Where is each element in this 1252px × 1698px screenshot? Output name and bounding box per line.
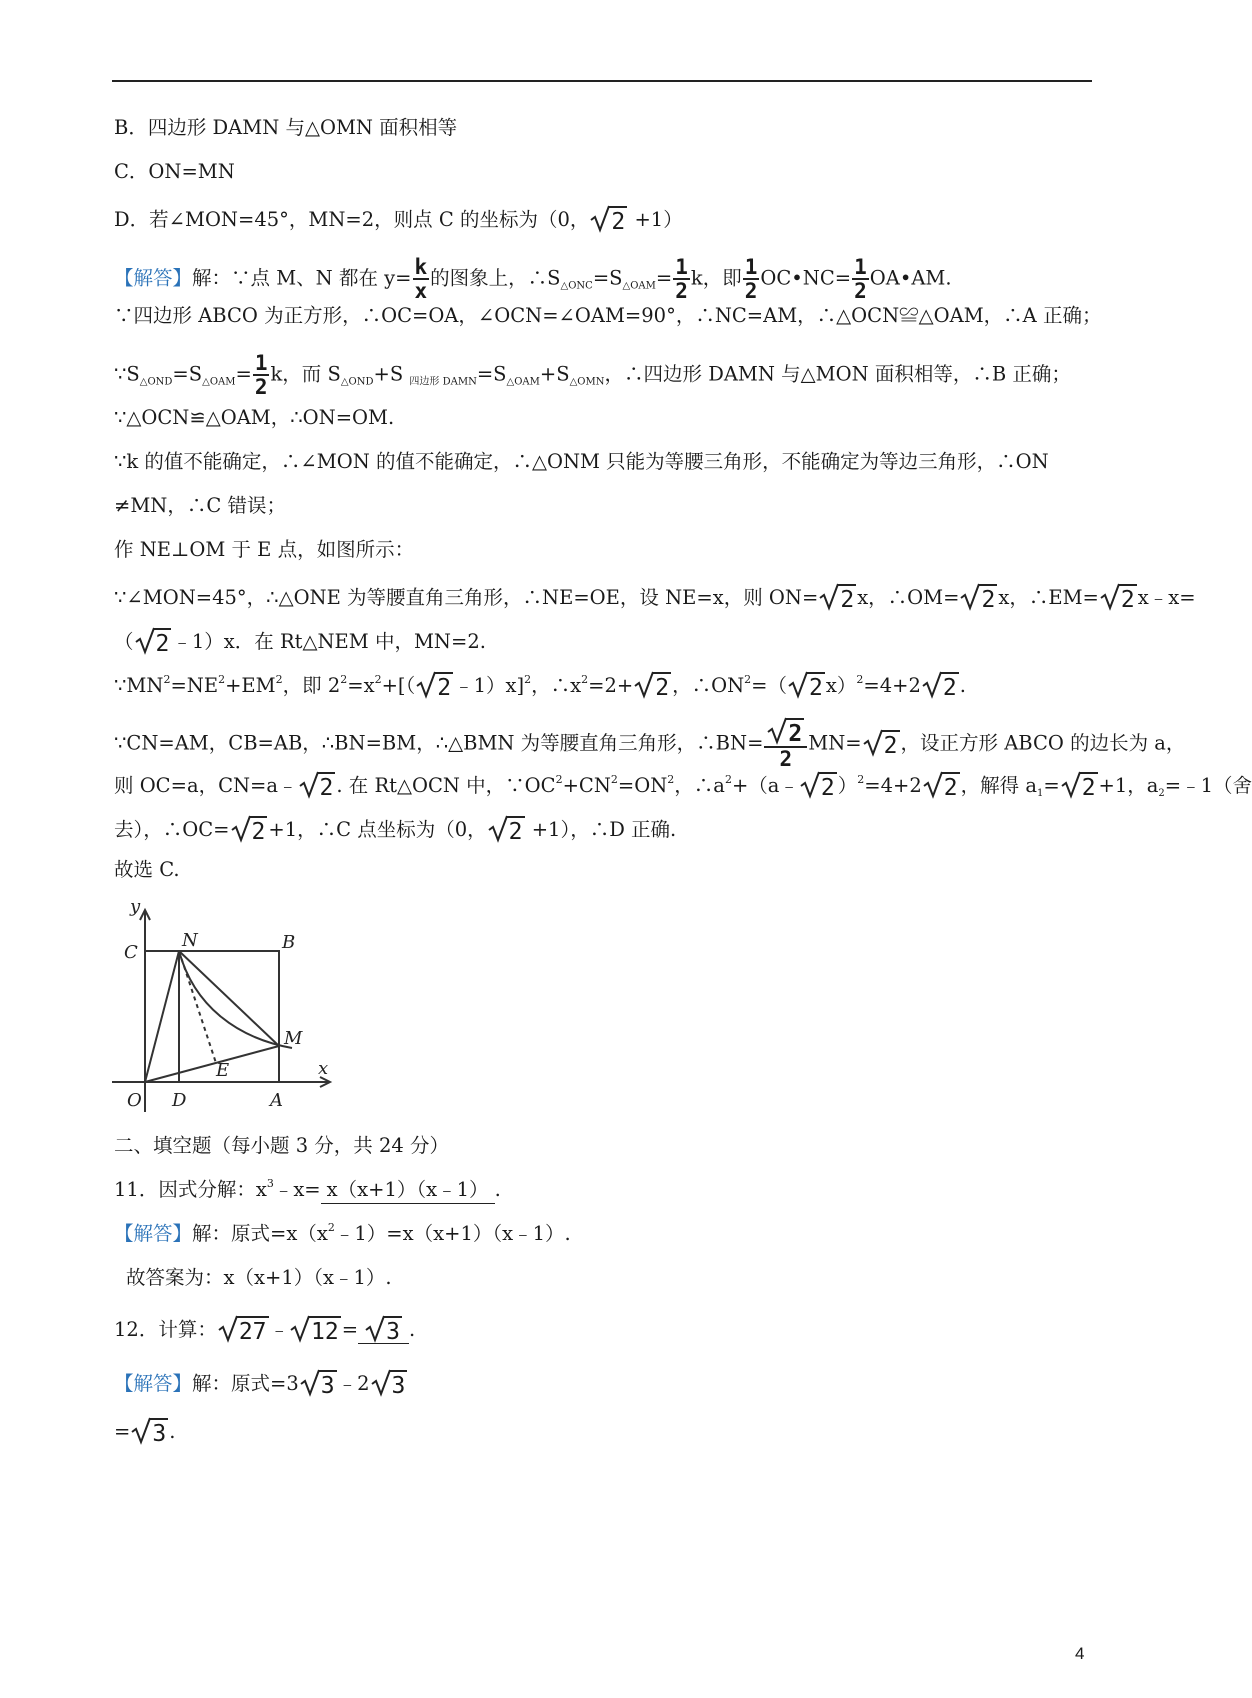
numerator: 1	[675, 255, 688, 279]
text-line	[114, 816, 676, 844]
text-run: 二、填空题（每小题 3 分，共 24 分）	[114, 1134, 450, 1157]
text-run: x﹣x=	[1137, 586, 1196, 609]
text-run: +EM	[225, 674, 276, 697]
sqrt-expression	[488, 816, 525, 844]
text-run: =S	[172, 362, 203, 386]
sqrt-expression	[371, 1370, 408, 1398]
geometry-figure	[102, 896, 342, 1116]
superscript: 2	[610, 773, 618, 786]
text-run: =2+	[588, 674, 634, 697]
text-run: =4+2	[864, 774, 922, 797]
sqrt-expression	[923, 772, 960, 800]
sqrt-expression	[300, 1370, 337, 1398]
label-y: y	[130, 896, 141, 917]
subscript: 2	[1158, 788, 1165, 799]
text-run: ﹣	[269, 1318, 290, 1341]
radicand: 2	[807, 672, 825, 700]
sqrt-expression	[290, 1316, 341, 1344]
text-run: =4+2	[863, 674, 921, 697]
radicand: 2	[507, 816, 525, 844]
text-run: 故答案为：x（x+1）（x﹣1）.	[126, 1266, 392, 1289]
text-run: . 在 Rt△OCN 中，∵OC	[336, 774, 556, 797]
denominator: 2	[764, 746, 807, 770]
radical-sign	[131, 1416, 151, 1444]
radical-sign	[767, 716, 787, 744]
text-run: 去），∴OC=	[114, 818, 230, 841]
text-run: ﹣1）=x（x+1）（x﹣1）.	[334, 1222, 571, 1245]
sqrt-expression	[1100, 584, 1137, 612]
radical-sign	[1061, 770, 1081, 798]
radical-sign	[800, 770, 820, 798]
superscript: 2	[374, 673, 382, 686]
text-run: 解：原式=x（x	[192, 1222, 328, 1245]
radical-sign	[371, 1368, 391, 1396]
fraction	[253, 352, 270, 398]
text-run: .	[959, 674, 966, 697]
denominator: x	[414, 279, 428, 303]
text-run: +S	[373, 362, 410, 386]
text-line	[114, 1418, 175, 1446]
text-line	[114, 452, 1049, 472]
sqrt-expression	[800, 772, 837, 800]
text-line	[114, 118, 457, 138]
text-run: 解：原式=3	[192, 1372, 299, 1395]
fraction	[764, 718, 807, 770]
radicand: 2	[609, 206, 627, 234]
text-run: +S	[539, 362, 570, 386]
radicand: 2	[882, 730, 900, 758]
text-run: +1，∴C 点坐标为（0，	[268, 818, 487, 841]
denominator: 2	[675, 279, 688, 303]
sqrt-expression	[135, 628, 172, 656]
radicand: 3	[319, 1370, 337, 1398]
text-run: ≠MN，∴C 错误；	[114, 494, 286, 517]
radicand: 2	[786, 718, 804, 746]
text-run: k，即	[690, 266, 742, 290]
text-run: =S	[592, 266, 623, 290]
text-run: ∵MN	[114, 674, 164, 697]
text-run: =ON	[617, 774, 668, 797]
text-run: =S	[476, 362, 507, 386]
numerator	[764, 718, 807, 746]
superscript: 2	[724, 773, 732, 786]
radical-sign	[488, 814, 508, 842]
header-rule	[112, 80, 1092, 82]
radicand: 2	[1080, 772, 1098, 800]
text-run: +（a﹣	[731, 774, 799, 797]
radical-sign	[819, 582, 839, 610]
radical-sign	[863, 728, 883, 756]
superscript: 3	[266, 1177, 274, 1190]
denominator: 2	[744, 279, 758, 303]
text-run: ）	[837, 774, 858, 797]
text-run: .	[494, 1178, 501, 1201]
subscript: △OAM	[622, 280, 656, 292]
fraction	[413, 256, 430, 302]
radicand: 2	[154, 628, 172, 656]
sqrt-expression	[416, 672, 453, 700]
numerator: 1	[254, 351, 268, 375]
sqrt-expression	[922, 672, 959, 700]
text-run: （	[114, 630, 134, 653]
text-line	[114, 352, 1071, 398]
text-run: ﹣2	[337, 1372, 370, 1395]
subscript: △OND	[139, 376, 173, 388]
text-run: =	[114, 1420, 131, 1443]
subscript: 1	[1036, 788, 1044, 799]
text-run: =	[235, 362, 252, 386]
text-run: =	[1043, 774, 1060, 797]
text-run: =NE	[170, 674, 219, 697]
text-run: +1，a	[1098, 774, 1159, 797]
sqrt-expression	[819, 584, 856, 612]
text-run: ∵CN=AM，CB=AB，∴BN=BM，∴△BMN 为等腰直角三角形，∴BN=	[114, 731, 764, 755]
answer-tag: 【解答】	[114, 1222, 193, 1245]
segment-on	[145, 951, 179, 1082]
text-run: B．四边形 DAMN 与△OMN 面积相等	[114, 116, 458, 139]
radical-sign	[300, 1368, 320, 1396]
text-line	[114, 1316, 415, 1344]
sqrt-expression	[767, 718, 804, 746]
superscript: 2	[744, 673, 752, 686]
text-run: 则 OC=a，CN=a﹣	[114, 774, 298, 797]
label-x: x	[318, 1058, 329, 1079]
sqrt-expression	[131, 1418, 168, 1446]
text-run: =	[655, 266, 673, 290]
subscript: △OMN	[569, 376, 605, 388]
numerator: 1	[854, 255, 867, 279]
radical-sign	[1100, 582, 1120, 610]
text-run: x，∴EM=	[998, 586, 1099, 609]
answer-tag: 【解答】	[114, 1372, 193, 1395]
radicand: 3	[384, 1316, 402, 1344]
answer-tag: 【解答】	[114, 266, 193, 290]
radical-sign	[590, 204, 610, 232]
text-line	[114, 672, 966, 700]
text-run: +1），∴D 正确.	[525, 818, 677, 841]
text-line	[114, 718, 1185, 770]
subscript: △OND	[340, 376, 374, 388]
fraction	[743, 256, 760, 302]
radical-sign	[299, 770, 319, 798]
text-line	[114, 540, 414, 560]
label-n: N	[182, 930, 198, 951]
text-run: ，即 2	[282, 674, 341, 697]
text-run: OC•NC=	[760, 266, 852, 290]
fraction	[673, 256, 690, 302]
label-m: M	[284, 1028, 303, 1049]
text-run: C．ON=MN	[114, 160, 235, 183]
sqrt-expression	[231, 816, 268, 844]
radical-sign	[218, 1314, 238, 1342]
label-a: A	[270, 1090, 283, 1111]
radicand: 27	[237, 1316, 269, 1344]
text-run: +[（	[381, 674, 416, 697]
radical-sign	[290, 1314, 310, 1342]
radical-sign	[634, 670, 654, 698]
text-run: =	[341, 1318, 359, 1341]
label-o: O	[127, 1090, 142, 1111]
text-run: .	[408, 1318, 416, 1341]
label-e: E	[216, 1060, 230, 1081]
superscript: 2	[856, 673, 864, 686]
denominator: 2	[254, 375, 268, 399]
text-run: ﹣1）x．在 Rt△NEM 中，MN=2.	[172, 630, 486, 653]
text-run: ﹣1）x]	[454, 674, 525, 697]
radical-sign	[788, 670, 808, 698]
radicand: 2	[318, 772, 336, 800]
text-line	[114, 256, 952, 302]
radical-sign	[416, 670, 436, 698]
superscript: 2	[163, 673, 171, 686]
text-line	[114, 496, 286, 516]
text-line	[126, 1268, 392, 1288]
text-line	[114, 772, 1252, 800]
radicand: 12	[309, 1316, 341, 1344]
page-number: 4	[1075, 1644, 1085, 1663]
text-line	[114, 206, 683, 234]
text-run: OA•AM.	[869, 266, 952, 290]
radicand: 2	[941, 672, 959, 700]
text-run: MN=	[808, 731, 862, 755]
numerator: k	[414, 255, 428, 279]
text-run: =﹣1（舍	[1164, 774, 1252, 797]
radical-sign	[960, 582, 980, 610]
text-run: ∵∠MON=45°，∴△ONE 为等腰直角三角形，∴NE=OE，设 NE=x，则 ON=	[114, 586, 819, 609]
superscript: 2	[275, 673, 283, 686]
superscript: 2	[524, 673, 532, 686]
radical-sign	[922, 670, 942, 698]
sqrt-expression	[1061, 772, 1098, 800]
text-run: 的图象上，∴S	[430, 266, 561, 290]
text-run: +1）	[628, 208, 683, 231]
text-run: ，∴四边形 DAMN 与△MON 面积相等，∴B 正确；	[604, 362, 1071, 386]
text-run: 作 NE⊥OM 于 E 点，如图所示：	[114, 538, 415, 561]
text-run: 11．因式分解：x	[114, 1178, 267, 1201]
radicand: 3	[390, 1370, 408, 1398]
radicand: 2	[942, 772, 960, 800]
text-run: ，∴ON	[672, 674, 745, 697]
radicand: 3	[150, 1418, 168, 1446]
superscript: 2	[857, 773, 865, 786]
text-line	[114, 1136, 449, 1156]
answer-blank	[358, 1318, 409, 1344]
sqrt-expression	[960, 584, 997, 612]
denominator: 2	[854, 279, 867, 303]
superscript: 2	[667, 773, 675, 786]
subscript: 四边形 DAMN	[409, 376, 477, 388]
text-run: .	[169, 1420, 176, 1443]
text-run: ，设正方形 ABCO 的边长为 a，	[900, 731, 1186, 755]
radical-sign	[365, 1314, 385, 1342]
radicand: 2	[819, 772, 837, 800]
text-line	[114, 162, 235, 182]
text-run: +CN	[562, 774, 611, 797]
label-c: C	[124, 942, 138, 963]
subscript: △OAM	[202, 376, 236, 388]
text-run: x，∴OM=	[857, 586, 960, 609]
text-run: ∵四边形 ABCO 为正方形，∴OC=OA，∠OCN=∠OAM=90°，∴NC=AM，∴△OCN≌△OAM，∴A 正确；	[114, 304, 1102, 327]
text-line	[114, 306, 1101, 326]
text-run: D．若∠MON=45°，MN=2，则点 C 的坐标为（0，	[114, 208, 590, 231]
text-line	[114, 408, 394, 428]
text-run: 12．计算：	[114, 1318, 217, 1341]
text-run: ，∴a	[674, 774, 725, 797]
radical-sign	[923, 770, 943, 798]
radicand: 2	[435, 672, 453, 700]
text-run: =x	[347, 674, 375, 697]
text-line	[114, 860, 180, 880]
text-run: 故选 C.	[114, 858, 180, 881]
label-d: D	[172, 1090, 187, 1111]
radicand: 2	[838, 584, 856, 612]
text-run: 解：∵点 M、N 都在 y=	[192, 266, 412, 290]
radicand: 2	[979, 584, 997, 612]
superscript: 2	[327, 1221, 335, 1234]
sqrt-expression	[590, 206, 627, 234]
subscript: △ONC	[560, 280, 593, 292]
square-abco	[145, 951, 279, 1082]
superscript: 2	[340, 673, 348, 686]
text-line	[114, 628, 486, 656]
superscript: 2	[555, 773, 563, 786]
sqrt-expression	[299, 772, 336, 800]
fraction	[852, 256, 869, 302]
radicand: 2	[1119, 584, 1137, 612]
superscript: 2	[581, 673, 589, 686]
sqrt-expression	[218, 1316, 269, 1344]
sqrt-expression	[863, 730, 900, 758]
text-line	[114, 584, 1196, 612]
sqrt-expression	[365, 1316, 402, 1344]
label-b: B	[282, 932, 296, 953]
text-run: k，而 S	[270, 362, 341, 386]
text-run: ∵S	[114, 362, 140, 386]
sqrt-expression	[634, 672, 671, 700]
radical-sign	[135, 626, 155, 654]
subscript: △OAM	[506, 376, 540, 388]
sqrt-expression	[788, 672, 825, 700]
text-run: =（	[751, 674, 788, 697]
text-line	[114, 1177, 501, 1201]
numerator: 1	[744, 255, 758, 279]
text-line	[114, 1370, 408, 1398]
text-run: ，解得 a	[960, 774, 1037, 797]
superscript: 2	[218, 673, 226, 686]
text-run: ﹣x=	[273, 1178, 321, 1201]
text-run: ∵k 的值不能确定，∴∠MON 的值不能确定，∴△ONM 只能为等腰三角形，不能确定为等边三角形，∴ON	[114, 450, 1049, 473]
text-run: x）	[825, 674, 857, 697]
text-line	[114, 1221, 571, 1245]
radical-sign	[231, 814, 251, 842]
text-run: ∵△OCN≌△OAM，∴ON=OM.	[114, 406, 395, 429]
text-run: ，∴x	[531, 674, 582, 697]
radicand: 2	[653, 672, 671, 700]
radicand: 2	[250, 816, 268, 844]
answer-blank: x（x+1）（x﹣1）	[321, 1178, 495, 1204]
